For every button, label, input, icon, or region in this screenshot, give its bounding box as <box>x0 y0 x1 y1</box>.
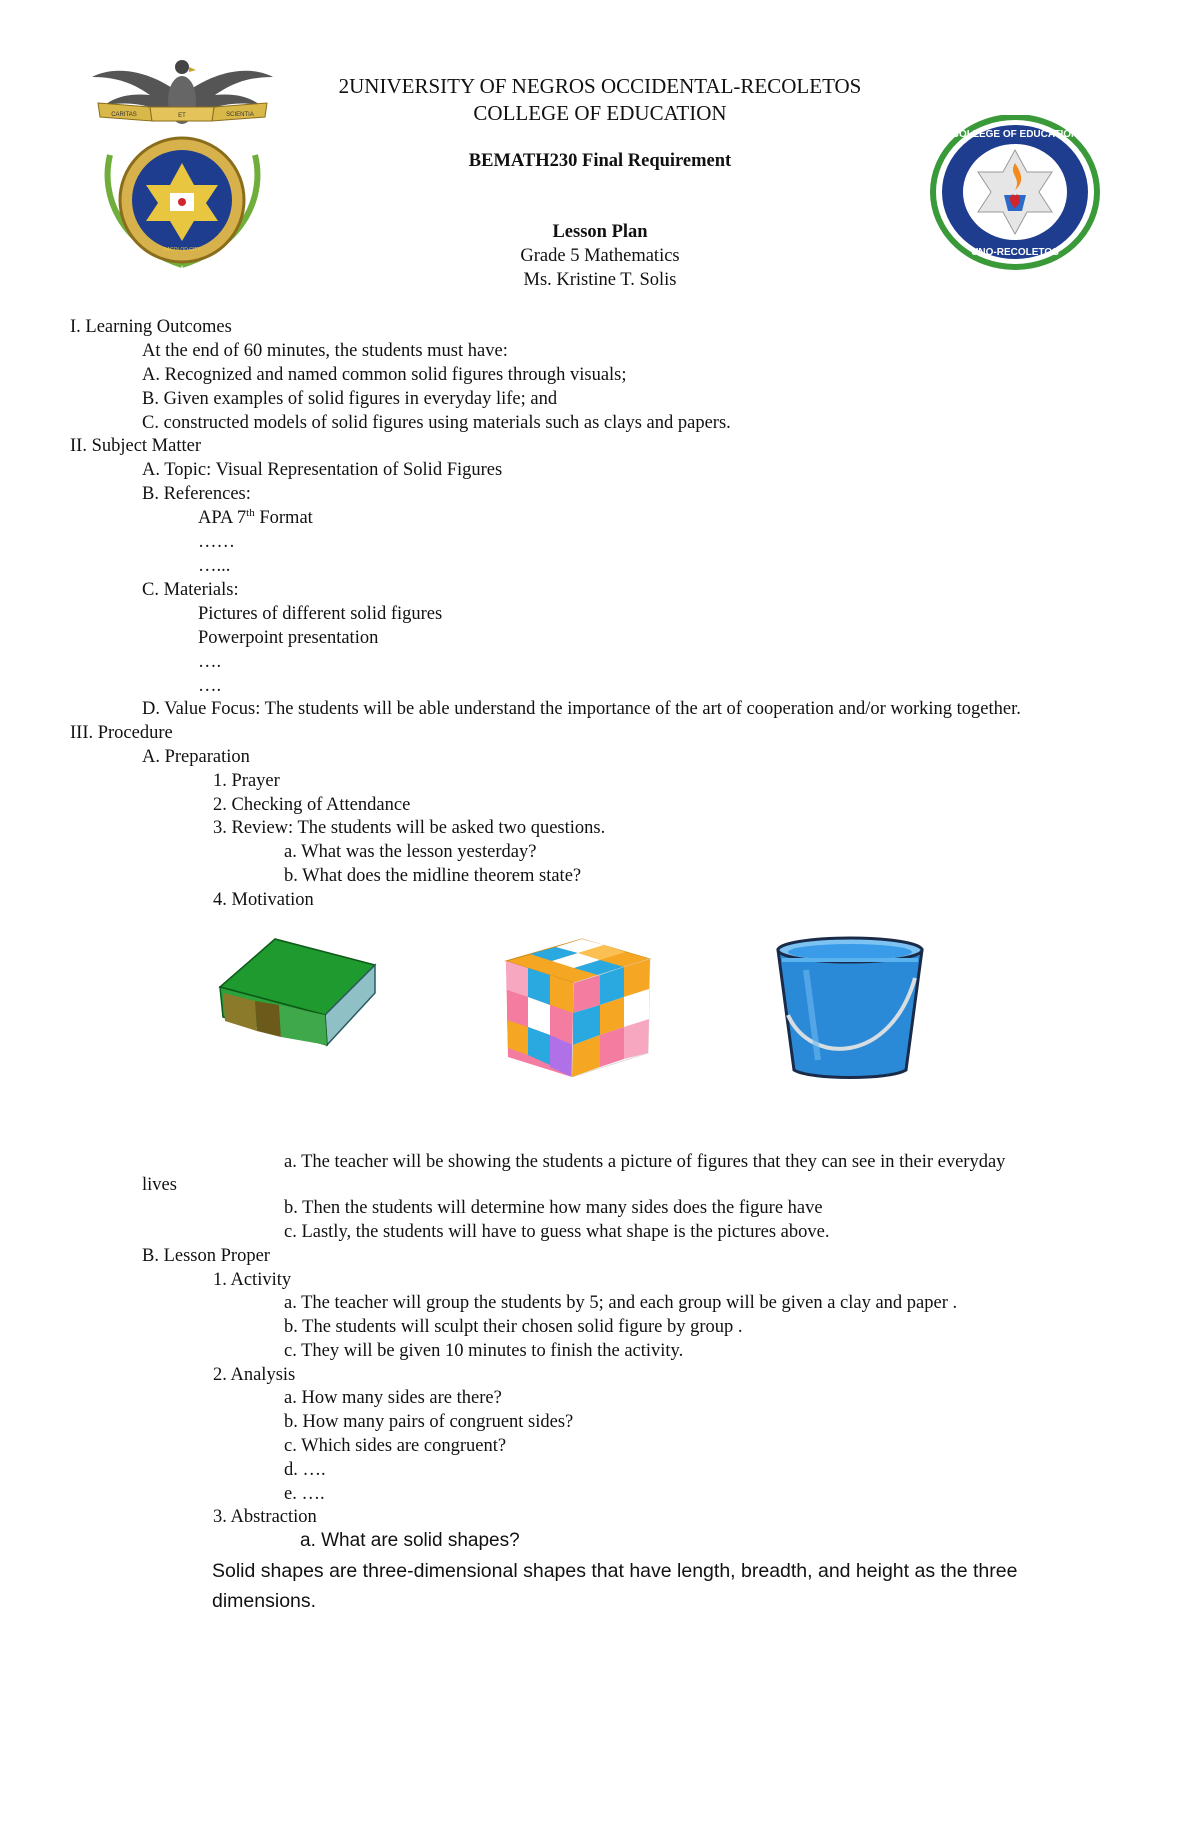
preparation-review: 3. Review: The students will be asked two questions. <box>213 818 606 838</box>
activity-a: a. The teacher will group the students by 5; and each group will be given a clay and paper . <box>284 1293 958 1313</box>
review-question-a: a. What was the lesson yesterday? <box>284 842 537 862</box>
teacher-name: Ms. Kristine T. Solis <box>523 270 677 290</box>
subject-topic: A. Topic: Visual Representation of Solid Figures <box>142 460 503 480</box>
grade-subject: Grade 5 Mathematics <box>520 246 680 266</box>
document-title: Lesson Plan <box>552 222 648 242</box>
procedure-preparation: A. Preparation <box>142 747 250 767</box>
material-ellipsis-1: …. <box>198 652 222 672</box>
rubiks-cube-image <box>502 935 654 1080</box>
preparation-motivation: 4. Motivation <box>213 890 314 910</box>
university-name: 2UNIVERSITY OF NEGROS OCCIDENTAL-RECOLETOS <box>338 74 862 98</box>
lesson-activity: 1. Activity <box>213 1270 292 1290</box>
logo-banner-right: SCIENTIA <box>226 112 254 118</box>
outcome-c: C. constructed models of solid figures using materials such as clays and papers. <box>142 413 731 433</box>
reference-ellipsis-1: …… <box>198 532 235 552</box>
activity-c: c. They will be given 10 minutes to finish the activity. <box>284 1341 684 1361</box>
motivation-b: b. Then the students will determine how many sides does the figure have <box>284 1198 823 1218</box>
outcome-b: B. Given examples of solid figures in everyday life; and <box>142 389 558 409</box>
analysis-e: e. …. <box>284 1484 325 1504</box>
logo-banner-mid: ET <box>178 113 186 119</box>
abstraction-question: a. What are solid shapes? <box>300 1530 520 1551</box>
reference-ellipsis-2: …... <box>198 556 231 576</box>
logo-city-text: BACOLOD CITY <box>163 247 201 253</box>
lesson-proper: B. Lesson Proper <box>142 1246 270 1266</box>
section-subject-matter: II. Subject Matter <box>70 436 201 456</box>
abstraction-answer-line-1: Solid shapes are three-dimensional shapes that have length, breadth, and height as the three <box>212 1560 1018 1582</box>
analysis-a: a. How many sides are there? <box>284 1388 502 1408</box>
abstraction-answer-line-2: dimensions. <box>212 1590 317 1612</box>
review-question-b: b. What does the midline theorem state? <box>284 866 582 886</box>
subject-references: B. References: <box>142 484 251 504</box>
lesson-abstraction: 3. Abstraction <box>213 1507 317 1527</box>
motivation-a-continuation: lives <box>142 1175 177 1195</box>
analysis-c: c. Which sides are congruent? <box>284 1436 507 1456</box>
section-learning-outcomes: I. Learning Outcomes <box>70 317 232 337</box>
right-logo-top-text: COLLEGE OF EDUCATION <box>951 129 1079 140</box>
outcome-a: A. Recognized and named common solid figures through visuals; <box>142 365 627 385</box>
lesson-analysis: 2. Analysis <box>213 1365 296 1385</box>
motivation-c: c. Lastly, the students will have to guess what shape is the pictures above. <box>284 1222 830 1242</box>
preparation-prayer: 1. Prayer <box>213 771 280 791</box>
college-name: COLLEGE OF EDUCATION <box>473 101 727 125</box>
reference-apa: APA 7th Format <box>198 506 313 528</box>
logo-banner-left: CARITAS <box>111 112 137 118</box>
analysis-d: d. …. <box>284 1460 326 1480</box>
motivation-a: a. The teacher will be showing the students a picture of figures that they can see in their everyday <box>284 1152 1006 1172</box>
requirement-title: BEMATH230 Final Requirement <box>468 151 732 171</box>
preparation-attendance: 2. Checking of Attendance <box>213 795 411 815</box>
material-ellipsis-2: …. <box>198 676 222 696</box>
outcomes-intro: At the end of 60 minutes, the students must have: <box>142 341 508 361</box>
subject-value-focus: D. Value Focus: The students will be able understand the importance of the art of cooperation and/or working together. <box>142 699 1021 719</box>
material-powerpoint: Powerpoint presentation <box>198 628 379 648</box>
book-image <box>215 935 380 1050</box>
activity-b: b. The students will sculpt their chosen solid figure by group . <box>284 1317 743 1337</box>
section-procedure: III. Procedure <box>70 723 173 743</box>
bucket-image <box>770 930 930 1085</box>
subject-materials: C. Materials: <box>142 580 239 600</box>
material-pictures: Pictures of different solid figures <box>198 604 443 624</box>
right-logo-bottom-text: UNO-RECOLETOS <box>971 247 1059 258</box>
analysis-b: b. How many pairs of congruent sides? <box>284 1412 574 1432</box>
